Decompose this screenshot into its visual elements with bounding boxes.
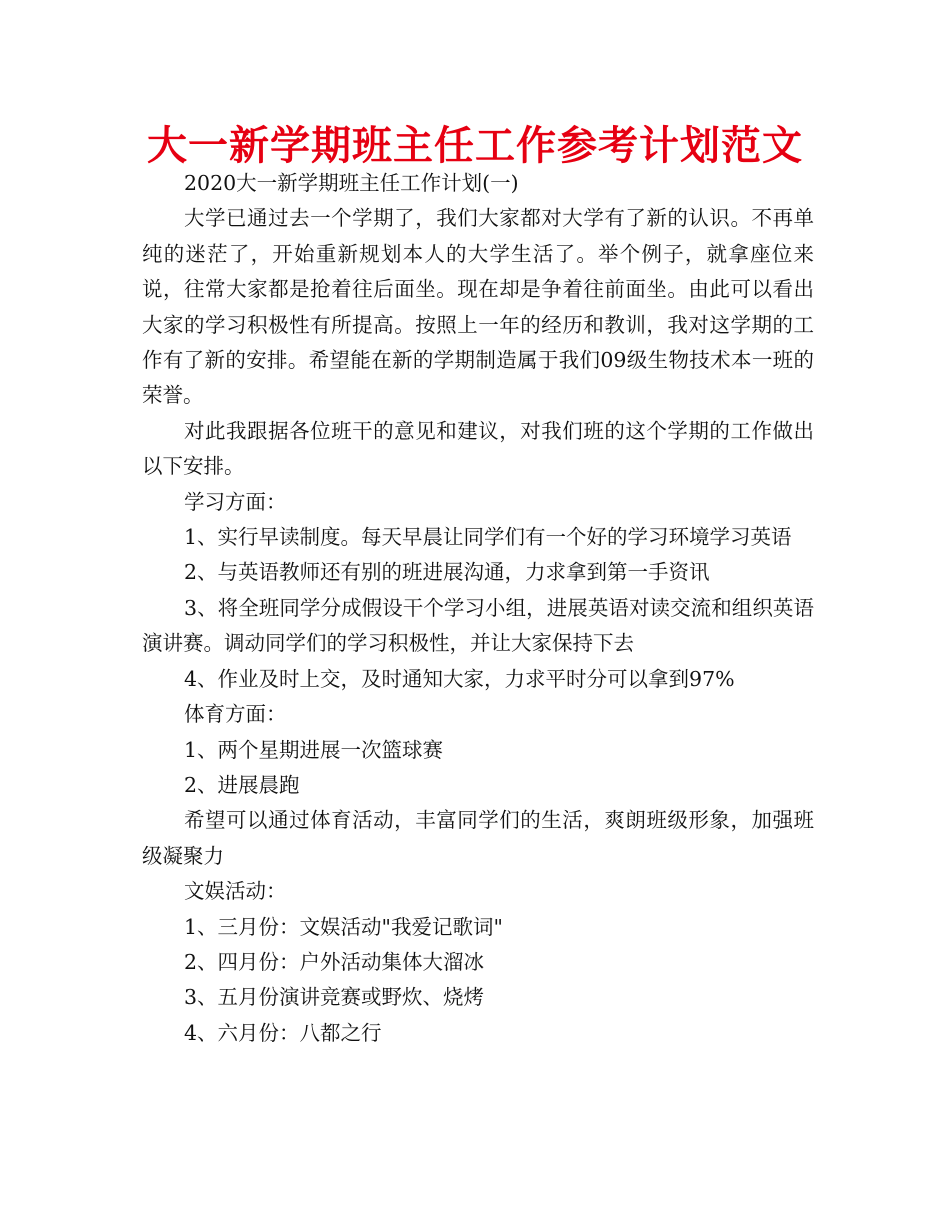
list-item: 2、四月份：户外活动集体大溜冰	[184, 949, 485, 974]
sports-summary-paragraph: 希望可以通过体育活动，丰富同学们的生活，爽朗班级形象，加强班级凝聚力	[142, 808, 814, 868]
list-item: 1、三月份：文娱活动"我爱记歌词"	[184, 914, 503, 939]
list-item: 3、五月份演讲竞赛或野炊、烧烤	[184, 985, 485, 1010]
document-title: 大一新学期班主任工作参考计划范文	[147, 123, 803, 169]
list-item: 2、与英语教师还有别的班进展沟通，力求拿到第一手资讯	[184, 560, 710, 585]
list-item: 4、作业及时上交，及时通知大家，力求平时分可以拿到97%	[184, 666, 735, 691]
intro-paragraph: 大学已通过去一个学期了，我们大家都对大学有了新的认识。不再单纯的迷茫了，开始重新规划本人的大学生活了。举个例子，就拿座位来说，往常大家都是抢着往后面坐。现在却是争着往前面坐。由此可以看出大家的学习积极性有所提高。按照上一年的经历和教训，我对这学期的工作有了新的安排。希望能在新的学期制造属于我们09级生物技术本一班的荣誉。	[142, 206, 814, 408]
arrangement-paragraph: 对此我跟据各位班干的意见和建议，对我们班的这个学期的工作做出以下安排。	[142, 418, 814, 479]
list-item: 1、实行早读制度。每天早晨让同学们有一个好的学习环境学习英语	[184, 525, 792, 550]
document-subtitle: 2020大一新学期班主任工作计划(一)	[184, 171, 519, 195]
list-item: 4、六月份：八都之行	[184, 1020, 382, 1045]
list-item: 2、进展晨跑	[184, 772, 300, 797]
section-heading-entertainment: 文娱活动：	[184, 879, 287, 904]
list-item: 3、将全班同学分成假设干个学习小组，进展英语对读交流和组织英语演讲赛。调动同学们的学习积极性，并让大家保持下去	[142, 595, 814, 656]
list-item: 1、两个星期进展一次篮球赛	[184, 737, 444, 762]
section-heading-sports: 体育方面：	[184, 702, 287, 727]
document-body	[142, 166, 814, 1051]
section-heading-study: 学习方面：	[184, 489, 287, 514]
